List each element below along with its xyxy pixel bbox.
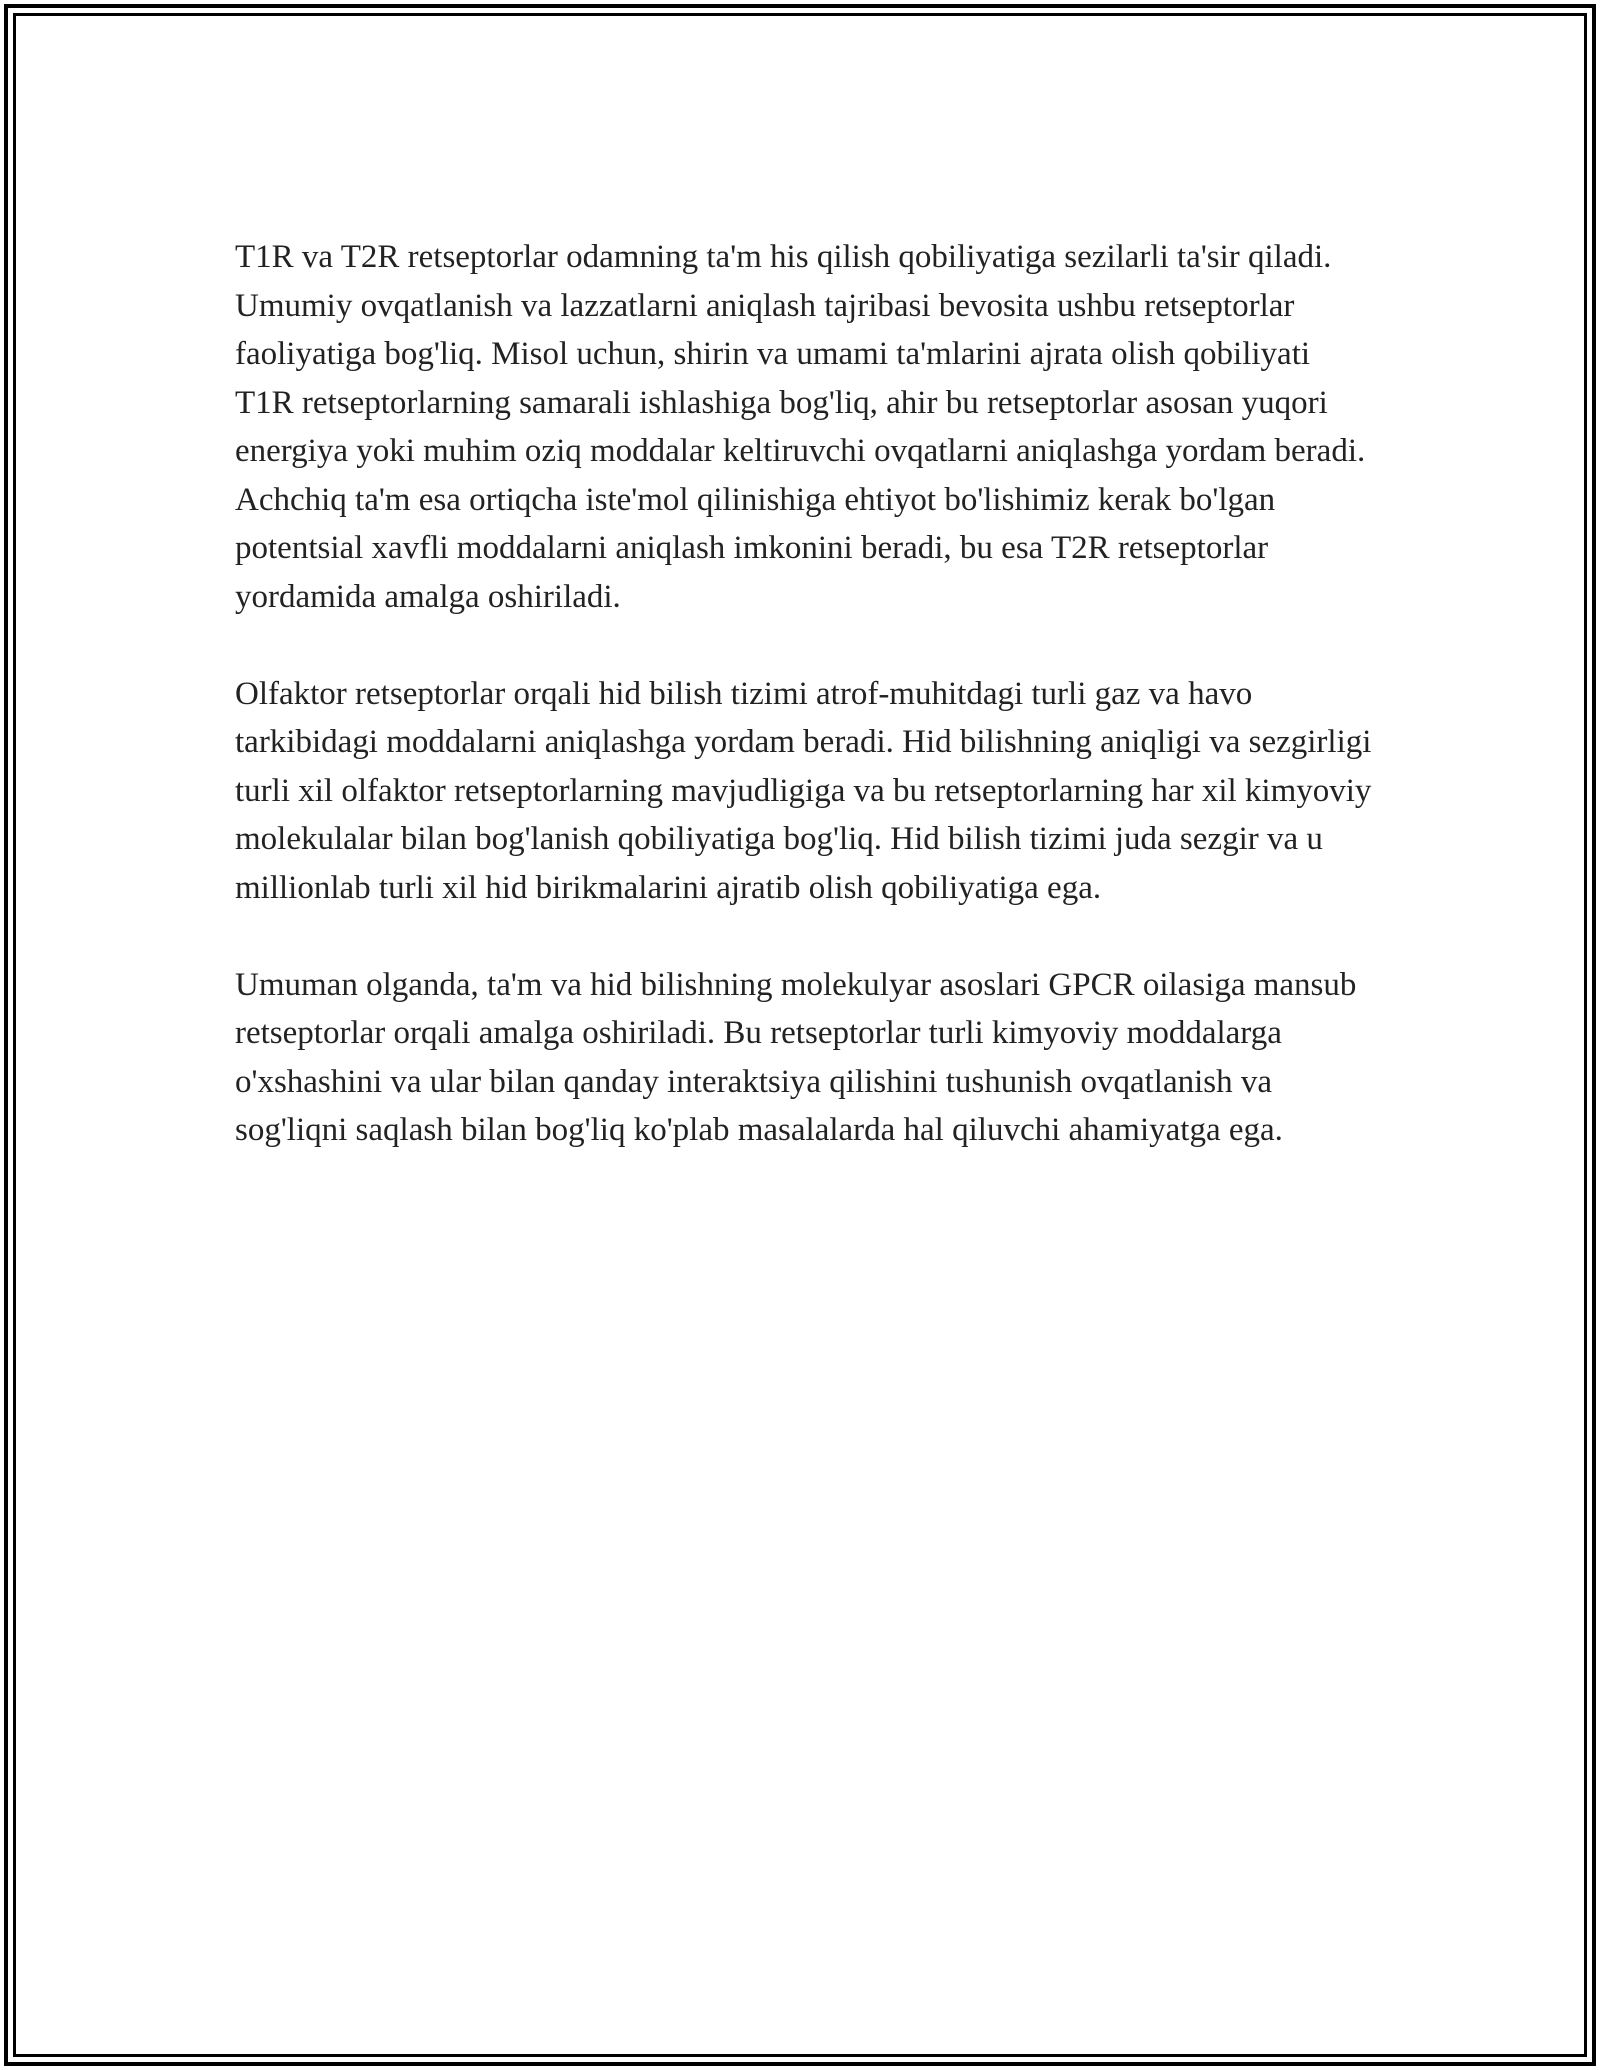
paragraph-2: Olfaktor retseptorlar orqali hid bilish tizimi atrof-muhitdagi turli gaz va havo tarkibidagi moddalarni aniqlashga yordam beradi. Hid bilishning aniqligi va sezgirligi turli xil olfaktor retseptorlarning mavjudligiga va bu retseptorlarning har xil kimyoviy molekulalar bilan bog'lanish qobiliyatiga bog'liq. Hid bilish tizimi juda sezgir va u millionlab turli xil hid birikmalarini ajratib olish qobiliyatiga ega. (235, 675, 1372, 906)
paragraph-1: T1R va T2R retseptorlar odamning ta'm his qilish qobiliyatiga sezilarli ta'sir qiladi. Umumiy ovqatlanish va lazzatlarni aniqlash tajribasi bevosita ushbu retseptorlar faoliyatiga bog'liq. Misol uchun, shirin va umami ta'mlarini ajrata olish qobiliyati T1R retseptorlarning samarali ishlashiga bog'liq, ahir bu retseptorlar asosan yuqori energiya yoki muhim oziq moddalar keltiruvchi ovqatlarni aniqlashga yordam beradi. Achchiq ta'm esa ortiqcha iste'mol qilinishiga ehtiyot bo'lishimiz kerak bo'lgan potentsial xavfli moddalarni aniqlash imkonini beradi, bu esa T2R retseptorlar yordamida amalga oshiriladi. (235, 239, 1366, 615)
document-body (235, 233, 1375, 1203)
paragraph-3: Umuman olganda, ta'm va hid bilishning molekulyar asoslari GPCR oilasiga mansub retseptorlar orqali amalga oshiriladi. Bu retseptorlar turli kimyoviy moddalarga o'xshashini va ular bilan qanday interaktsiya qilishini tushunish ovqatlanish va sog'liqni saqlash bilan bog'liq ko'plab masalalarda hal qiluvchi ahamiyatga ega. (235, 966, 1357, 1148)
